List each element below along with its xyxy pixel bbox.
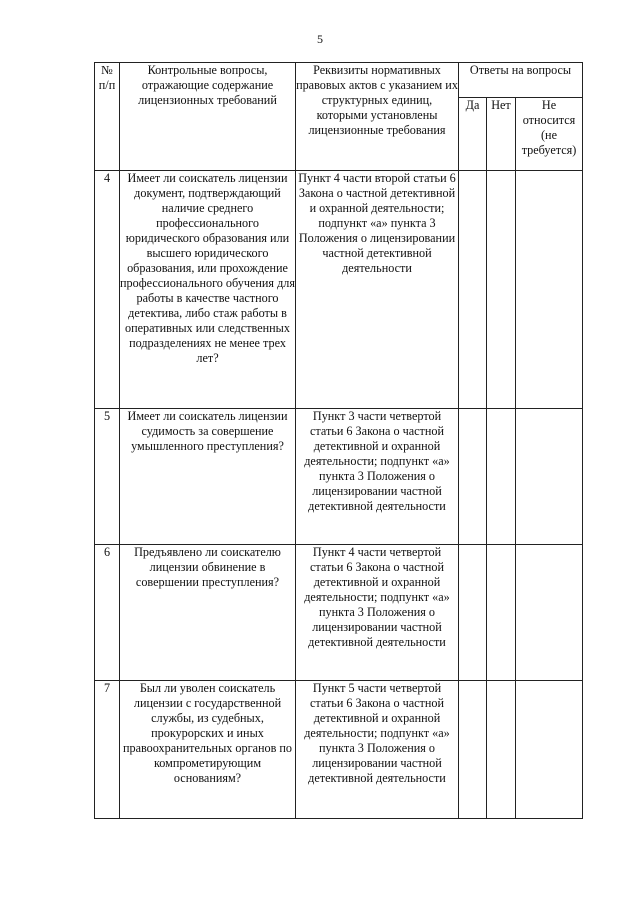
answer-no-cell[interactable] [487,171,516,409]
reference-cell: Пункт 5 части четвертой статьи 6 Закона о частной детективной и охранной деятельности; подпункт «а» пункта 3 Положения о лицензировании частной детективной деятельности [296,681,459,819]
header-yes: Да [459,98,487,171]
answer-no-cell[interactable] [487,409,516,545]
row-number: 4 [95,171,120,409]
header-answers: Ответы на вопросы [459,63,583,98]
answer-no-cell[interactable] [487,545,516,681]
answer-no-cell[interactable] [487,681,516,819]
row-number: 6 [95,545,120,681]
row-number: 7 [95,681,120,819]
answer-not-applicable-cell[interactable] [516,409,583,545]
answer-yes-cell[interactable] [459,171,487,409]
reference-cell: Пункт 3 части четвертой статьи 6 Закона о частной детективной и охранной деятельности; подпункт «а» пункта 3 Положения о лицензировании частной детективной деятельности [296,409,459,545]
checklist-table [94,62,583,819]
table-row [95,171,583,409]
reference-cell: Пункт 4 части четвертой статьи 6 Закона о частной детективной и охранной деятельности; подпункт «а» пункта 3 Положения о лицензировании частной детективной деятельности [296,545,459,681]
reference-cell: Пункт 4 части второй статьи 6 Закона о частной детективной и охранной деятельности; подпункт «а» пункта 3 Положения о лицензировании частной детективной деятельности [296,171,459,409]
page-number: 5 [317,32,323,46]
answer-yes-cell[interactable] [459,409,487,545]
header-requisites: Реквизиты нормативных правовых актов с указанием их структурных единиц, которыми установлены лицензионные требования [296,63,459,171]
answer-yes-cell[interactable] [459,545,487,681]
header-row [95,63,583,98]
question-cell: Предъявлено ли соискателю лицензии обвинение в совершении преступления? [120,545,296,681]
answer-yes-cell[interactable] [459,681,487,819]
question-cell: Имеет ли соискатель лицензии судимость за совершение умышленного преступления? [120,409,296,545]
header-not-applicable: Не относится (не требуется) [516,98,583,171]
header-num: № п/п [95,63,120,171]
question-cell: Был ли уволен соискатель лицензии с государственной службы, из судебных, прокурорских и иных правоохранительных органов по компрометирующим основаниям? [120,681,296,819]
header-no: Нет [487,98,516,171]
answer-not-applicable-cell[interactable] [516,171,583,409]
header-questions: Контрольные вопросы, отражающие содержание лицензионных требований [120,63,296,171]
row-number: 5 [95,409,120,545]
answer-not-applicable-cell[interactable] [516,681,583,819]
answer-not-applicable-cell[interactable] [516,545,583,681]
table-row [95,545,583,681]
table-row [95,681,583,819]
table-row [95,409,583,545]
question-cell: Имеет ли соискатель лицензии документ, подтверждающий наличие среднего профессионального юридического образования или высшего юридического образования, или прохождение профессионального обучения для работы в качестве частного детектива, либо стаж работы в оперативных или следственных подразделениях не менее трех лет? [120,171,296,409]
